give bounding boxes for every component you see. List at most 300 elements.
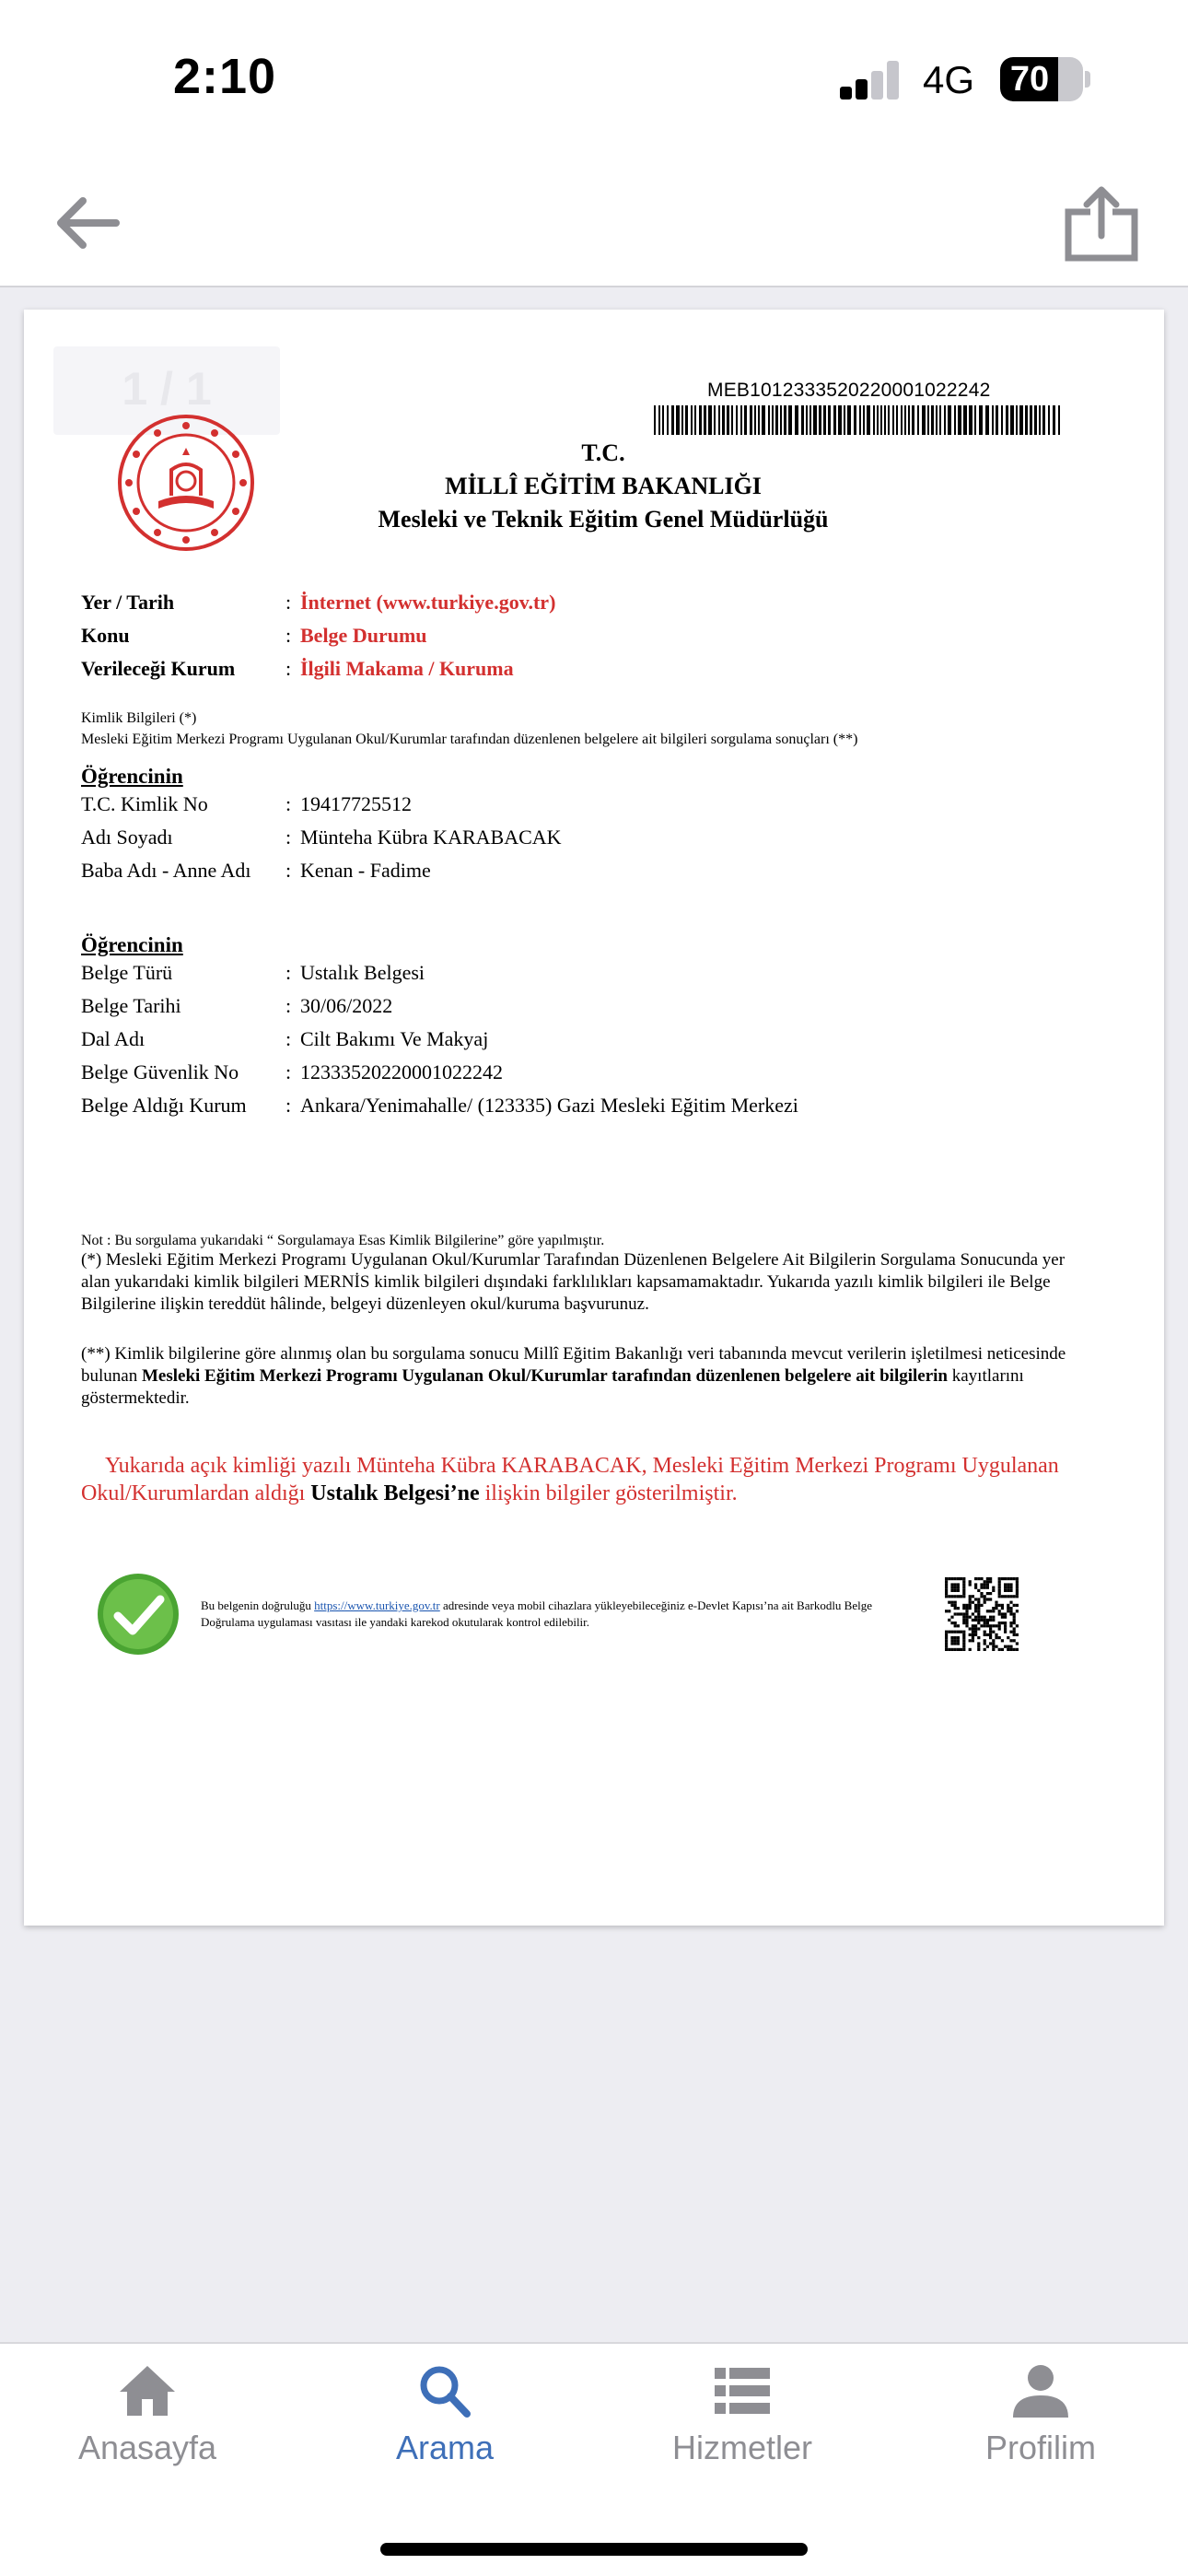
barcode-bar bbox=[1019, 405, 1023, 435]
qr-module bbox=[984, 1648, 986, 1651]
barcode-number: MEB1012333520220001022242 bbox=[707, 380, 991, 401]
qr-module bbox=[954, 1583, 957, 1586]
barcode-bar bbox=[704, 405, 706, 435]
qr-module bbox=[1004, 1645, 1007, 1648]
barcode-bar bbox=[762, 405, 765, 435]
qr-module bbox=[957, 1639, 960, 1642]
qr-module bbox=[962, 1587, 965, 1589]
qr-module bbox=[998, 1612, 1001, 1615]
barcode-bar bbox=[904, 405, 906, 435]
qr-module bbox=[1004, 1622, 1007, 1624]
qr-module bbox=[950, 1587, 953, 1589]
qr-module bbox=[1001, 1648, 1004, 1651]
qr-module bbox=[1009, 1583, 1012, 1586]
arrow-left-icon bbox=[52, 193, 122, 252]
person-icon bbox=[1011, 2362, 1070, 2419]
qr-module bbox=[1009, 1622, 1012, 1624]
qr-module bbox=[984, 1583, 986, 1586]
barcode-bar bbox=[884, 405, 886, 435]
qr-module bbox=[972, 1633, 974, 1636]
qr-module bbox=[965, 1607, 968, 1610]
barcode-bar bbox=[708, 405, 712, 435]
network-type: 4G bbox=[923, 58, 975, 101]
qr-module bbox=[995, 1601, 997, 1604]
verification-text: Bu belgenin doğruluğu https://www.turkiye.gov.tr adresinde veya mobil cihazlara yükleyebileceğiniz e-Devlet Kapısı’na ait Barkodlu Belge Doğrulama uygulaması vasıtası ile yandaki karekod okutularak kontrol edilebilir. bbox=[201, 1598, 873, 1629]
qr-module bbox=[948, 1577, 950, 1580]
barcode-bar bbox=[780, 405, 782, 435]
qr-module bbox=[948, 1595, 950, 1598]
back-button[interactable] bbox=[52, 193, 122, 252]
result-statement: Yukarıda açık kimliği yazılı Münteha Kübra KARABACAK, Mesleki Eğitim Merkezi Programı Uygulanan Okul/Kurumlardan aldığı Ustalık Belgesi’ne ilişkin bilgiler gösterilmiştir. bbox=[81, 1454, 1059, 1505]
qr-module bbox=[1001, 1616, 1004, 1619]
battery-cap bbox=[1085, 71, 1090, 88]
qr-module bbox=[984, 1631, 986, 1633]
qr-module bbox=[986, 1583, 989, 1586]
barcode-bar bbox=[917, 405, 919, 435]
qr-module bbox=[986, 1633, 989, 1636]
data-row: T.C. Kimlik No : 19417725512 bbox=[81, 792, 412, 815]
barcode-bar bbox=[788, 405, 792, 435]
qr-module bbox=[989, 1598, 992, 1600]
search-icon bbox=[415, 2362, 474, 2419]
barcode-bar bbox=[931, 405, 934, 435]
meta-value: Belge Durumu bbox=[300, 624, 427, 647]
tab-anasayfa[interactable] bbox=[37, 2362, 258, 2500]
qr-module bbox=[1013, 1627, 1016, 1630]
barcode-bar bbox=[699, 405, 702, 435]
qr-module bbox=[1007, 1577, 1009, 1580]
qr-module bbox=[977, 1645, 980, 1648]
barcode-bar bbox=[691, 405, 693, 435]
tab-arama[interactable] bbox=[334, 2362, 555, 2500]
meta-row: Konu : Belge Durumu bbox=[81, 619, 1094, 652]
qr-module bbox=[969, 1604, 972, 1607]
qr-module bbox=[980, 1604, 983, 1607]
barcode-bar bbox=[1053, 405, 1055, 435]
qr-module bbox=[945, 1642, 948, 1645]
data-row: Belge Aldığı Kurum : Ankara/Yenimahalle/ (123335) Gazi Mesleki Eğitim Merkezi bbox=[81, 1094, 798, 1117]
qr-module bbox=[960, 1577, 962, 1580]
qr-module bbox=[980, 1587, 983, 1589]
certificate-section-title: Öğrencinin bbox=[81, 933, 183, 956]
qr-module bbox=[945, 1587, 948, 1589]
qr-module bbox=[992, 1616, 995, 1619]
qr-module bbox=[954, 1601, 957, 1604]
qr-module bbox=[989, 1636, 992, 1639]
barcode-bar bbox=[813, 405, 817, 435]
share-button[interactable] bbox=[1063, 184, 1140, 263]
qr-module bbox=[998, 1604, 1001, 1607]
qr-module bbox=[1013, 1633, 1016, 1636]
qr-module bbox=[1016, 1587, 1019, 1589]
qr-module bbox=[1007, 1595, 1009, 1598]
qr-module bbox=[986, 1619, 989, 1622]
qr-module bbox=[972, 1612, 974, 1615]
qr-module bbox=[965, 1622, 968, 1624]
qr-module bbox=[1007, 1636, 1009, 1639]
data-row: Belge Türü : Ustalık Belgesi bbox=[81, 961, 425, 984]
barcode-bar bbox=[927, 405, 929, 435]
qr-module bbox=[954, 1622, 957, 1624]
qr-module bbox=[1004, 1612, 1007, 1615]
tab-hizmetler[interactable] bbox=[632, 2362, 853, 2500]
qr-module bbox=[957, 1636, 960, 1639]
status-time: 2:10 bbox=[173, 49, 277, 104]
qr-module bbox=[977, 1642, 980, 1645]
qr-module bbox=[1013, 1631, 1016, 1633]
qr-module bbox=[984, 1633, 986, 1636]
barcode-bar bbox=[1034, 405, 1037, 435]
qr-module bbox=[980, 1592, 983, 1595]
barcode-bar bbox=[801, 405, 804, 435]
qr-module bbox=[945, 1583, 948, 1586]
barcode-bar bbox=[896, 405, 898, 435]
qr-module bbox=[945, 1592, 948, 1595]
qr-module bbox=[1013, 1577, 1016, 1580]
barcode-bar bbox=[744, 405, 747, 435]
barcode-bar bbox=[768, 405, 770, 435]
qr-module bbox=[950, 1604, 953, 1607]
qr-module bbox=[1009, 1612, 1012, 1615]
barcode-bar bbox=[979, 405, 983, 435]
qr-module bbox=[986, 1592, 989, 1595]
barcode-bar bbox=[854, 405, 856, 435]
header-ministry: MİLLÎ EĞİTİM BAKANLIĞI bbox=[445, 473, 762, 499]
document-header bbox=[24, 437, 1164, 536]
qr-module bbox=[962, 1639, 965, 1642]
qr-module bbox=[957, 1624, 960, 1627]
qr-module bbox=[989, 1592, 992, 1595]
qr-module bbox=[972, 1601, 974, 1604]
qr-module bbox=[972, 1619, 974, 1622]
qr-module bbox=[1016, 1648, 1019, 1651]
qr-module bbox=[980, 1624, 983, 1627]
qr-module bbox=[1007, 1587, 1009, 1589]
qr-module bbox=[969, 1595, 972, 1598]
qr-module bbox=[986, 1598, 989, 1600]
barcode-bar bbox=[888, 405, 890, 435]
qr-module bbox=[986, 1580, 989, 1583]
qr-module bbox=[1009, 1639, 1012, 1642]
qr-module bbox=[965, 1619, 968, 1622]
qr-module bbox=[977, 1627, 980, 1630]
certificate-data bbox=[81, 956, 1094, 1122]
qr-module bbox=[980, 1619, 983, 1622]
barcode-bar bbox=[750, 405, 752, 435]
qr-module bbox=[962, 1595, 965, 1598]
data-row: Adı Soyadı : Münteha Kübra KARABACAK bbox=[81, 825, 562, 849]
qr-module bbox=[977, 1610, 980, 1612]
barcode-bar bbox=[939, 405, 941, 435]
qr-module bbox=[989, 1619, 992, 1622]
qr-module bbox=[977, 1616, 980, 1619]
barcode-bar bbox=[671, 405, 674, 435]
qr-module bbox=[989, 1633, 992, 1636]
barcode-bar bbox=[838, 405, 842, 435]
qr-module bbox=[950, 1616, 953, 1619]
qr-module bbox=[962, 1619, 965, 1622]
barcode-bar bbox=[859, 405, 861, 435]
qr-module bbox=[945, 1610, 948, 1612]
qr-module bbox=[977, 1598, 980, 1600]
qr-module bbox=[950, 1589, 953, 1592]
barcode-bar bbox=[833, 405, 836, 435]
qr-module bbox=[957, 1583, 960, 1586]
barcode-bar bbox=[718, 405, 720, 435]
qr-module bbox=[998, 1587, 1001, 1589]
qr-module bbox=[974, 1610, 977, 1612]
qr-module bbox=[984, 1642, 986, 1645]
qr-module bbox=[998, 1648, 1001, 1651]
qr-code-icon bbox=[945, 1577, 1019, 1651]
meta-label: Verileceği Kurum bbox=[81, 657, 236, 680]
qr-module bbox=[957, 1587, 960, 1589]
qr-module bbox=[950, 1583, 953, 1586]
qr-module bbox=[992, 1587, 995, 1589]
qr-module bbox=[954, 1577, 957, 1580]
qr-module bbox=[962, 1631, 965, 1633]
qr-module bbox=[974, 1631, 977, 1633]
barcode-bar bbox=[936, 405, 938, 435]
qr-module bbox=[954, 1589, 957, 1592]
qr-module bbox=[995, 1604, 997, 1607]
qr-module bbox=[992, 1639, 995, 1642]
qr-module bbox=[992, 1610, 995, 1612]
qr-module bbox=[995, 1633, 997, 1636]
qr-module bbox=[950, 1601, 953, 1604]
qr-module bbox=[1016, 1595, 1019, 1598]
barcode-bar bbox=[784, 405, 786, 435]
qr-module bbox=[965, 1610, 968, 1612]
qr-module bbox=[974, 1624, 977, 1627]
qr-module bbox=[984, 1580, 986, 1583]
qr-module bbox=[974, 1633, 977, 1636]
qr-module bbox=[992, 1648, 995, 1651]
barcode-bar bbox=[667, 405, 669, 435]
qr-module bbox=[1004, 1583, 1007, 1586]
barcode-bar bbox=[892, 405, 894, 435]
qr-module bbox=[950, 1631, 953, 1633]
barcode-bar bbox=[1030, 405, 1032, 435]
qr-module bbox=[1013, 1639, 1016, 1642]
qr-module bbox=[980, 1595, 983, 1598]
qr-module bbox=[1009, 1631, 1012, 1633]
qr-module bbox=[1007, 1648, 1009, 1651]
qr-module bbox=[977, 1622, 980, 1624]
barcode-bar bbox=[948, 405, 951, 435]
barcode-bar bbox=[974, 405, 976, 435]
list-icon bbox=[713, 2362, 772, 2419]
qr-module bbox=[945, 1595, 948, 1598]
qr-module bbox=[945, 1645, 948, 1648]
qr-module bbox=[945, 1577, 948, 1580]
qr-module bbox=[1007, 1589, 1009, 1592]
barcode-bar bbox=[736, 405, 738, 435]
cellular-signal-icon bbox=[840, 61, 901, 100]
qr-module bbox=[957, 1607, 960, 1610]
qr-module bbox=[984, 1622, 986, 1624]
qr-module bbox=[977, 1636, 980, 1639]
qr-module bbox=[992, 1624, 995, 1627]
barcode-bar bbox=[758, 405, 760, 435]
note-star: (*) Mesleki Eğitim Merkezi Programı Uygulanan Okul/Kurumlar Tarafından Düzenlenen Belgelere Ait Bilgilerin Sorgulama Sonucunda yer alan yukarıdaki kimlik bilgileri MERNİS kimlik bilgileri dışındaki farklılıkları kapsamamaktadır. Yukarıda yazılı kimlik bilgileri ile Belge Bilgilerine ilişkin tereddüt hâlinde, belgeyi düzenleyen okul/kuruma başvurunuz. bbox=[81, 1250, 1066, 1314]
qr-module bbox=[974, 1627, 977, 1630]
qr-module bbox=[965, 1612, 968, 1615]
qr-module bbox=[1001, 1595, 1004, 1598]
qr-module bbox=[1001, 1607, 1004, 1610]
barcode-bar bbox=[714, 405, 716, 435]
qr-module bbox=[960, 1595, 962, 1598]
qr-module bbox=[962, 1607, 965, 1610]
qr-module bbox=[945, 1631, 948, 1633]
qr-module bbox=[1016, 1580, 1019, 1583]
barcode-bar bbox=[828, 405, 831, 435]
qr-module bbox=[974, 1616, 977, 1619]
barcode-bar bbox=[681, 405, 683, 435]
qr-module bbox=[957, 1648, 960, 1651]
qr-module bbox=[1013, 1595, 1016, 1598]
qr-module bbox=[1001, 1612, 1004, 1615]
qr-module bbox=[969, 1648, 972, 1651]
data-row: Baba Adı - Anne Adı : Kenan - Fadime bbox=[81, 859, 431, 882]
qr-module bbox=[1009, 1589, 1012, 1592]
qr-module bbox=[986, 1610, 989, 1612]
qr-module bbox=[954, 1648, 957, 1651]
qr-module bbox=[1016, 1633, 1019, 1636]
status-bar bbox=[0, 0, 1188, 157]
qr-module bbox=[962, 1577, 965, 1580]
barcode-bar bbox=[996, 405, 998, 435]
qr-module bbox=[1007, 1607, 1009, 1610]
document-viewer[interactable] bbox=[0, 287, 1188, 2342]
qr-module bbox=[950, 1577, 953, 1580]
qr-module bbox=[945, 1589, 948, 1592]
qr-module bbox=[1004, 1577, 1007, 1580]
barcode-bar bbox=[1010, 405, 1014, 435]
qr-module bbox=[965, 1616, 968, 1619]
barcode-bar bbox=[662, 405, 664, 435]
qr-module bbox=[974, 1598, 977, 1600]
qr-module bbox=[962, 1616, 965, 1619]
qr-module bbox=[989, 1642, 992, 1645]
meta-row: Yer / Tarih : İnternet (www.turkiye.gov.tr) bbox=[81, 586, 1094, 619]
qr-module bbox=[989, 1624, 992, 1627]
qr-module bbox=[1004, 1616, 1007, 1619]
qr-module bbox=[969, 1601, 972, 1604]
barcode-bar bbox=[1006, 405, 1008, 435]
barcode-bar bbox=[954, 405, 956, 435]
qr-module bbox=[974, 1577, 977, 1580]
barcode-bar bbox=[1025, 405, 1028, 435]
qr-module bbox=[1004, 1631, 1007, 1633]
qr-module bbox=[1016, 1642, 1019, 1645]
qr-module bbox=[977, 1589, 980, 1592]
qr-module bbox=[960, 1648, 962, 1651]
data-row: Belge Güvenlik No : 12333520220001022242 bbox=[81, 1060, 503, 1083]
qr-module bbox=[1016, 1577, 1019, 1580]
qr-module bbox=[962, 1645, 965, 1648]
qr-module bbox=[989, 1627, 992, 1630]
barcode-bar bbox=[908, 405, 910, 435]
qr-module bbox=[984, 1639, 986, 1642]
qr-module bbox=[1004, 1627, 1007, 1630]
home-indicator[interactable] bbox=[380, 2543, 808, 2556]
barcode-bar bbox=[775, 405, 778, 435]
qr-module bbox=[948, 1631, 950, 1633]
qr-module bbox=[1009, 1577, 1012, 1580]
barcode-bar bbox=[1001, 405, 1003, 435]
qr-module bbox=[1009, 1645, 1012, 1648]
barcode-bar bbox=[1058, 405, 1060, 435]
barcode-bar bbox=[944, 405, 946, 435]
barcode-bar bbox=[912, 405, 914, 435]
qr-module bbox=[954, 1587, 957, 1589]
barcode-bar bbox=[1039, 405, 1041, 435]
qr-module bbox=[1013, 1612, 1016, 1615]
qr-module bbox=[962, 1648, 965, 1651]
barcode-bar bbox=[958, 405, 961, 435]
qr-module bbox=[998, 1636, 1001, 1639]
data-row: Belge Tarihi : 30/06/2022 bbox=[81, 994, 393, 1017]
qr-module bbox=[948, 1648, 950, 1651]
note-line: Not : Bu sorgulama yukarıdaki “ Sorgulamaya Esas Kimlik Bilgilerine” göre yapılmıştır. bbox=[81, 1233, 605, 1248]
header-directorate: Mesleki ve Teknik Eğitim Genel Müdürlüğü bbox=[378, 506, 829, 533]
qr-module bbox=[995, 1645, 997, 1648]
qr-module bbox=[998, 1583, 1001, 1586]
qr-module bbox=[950, 1639, 953, 1642]
qr-module bbox=[969, 1616, 972, 1619]
qr-module bbox=[995, 1636, 997, 1639]
qr-module bbox=[972, 1627, 974, 1630]
barcode-bar bbox=[985, 405, 989, 435]
qr-module bbox=[962, 1589, 965, 1592]
qr-module bbox=[957, 1631, 960, 1633]
barcode-bar bbox=[685, 405, 688, 435]
qr-module bbox=[998, 1624, 1001, 1627]
qr-module bbox=[974, 1619, 977, 1622]
qr-module bbox=[960, 1631, 962, 1633]
tab-profilim[interactable] bbox=[930, 2362, 1151, 2500]
barcode-bar bbox=[772, 405, 774, 435]
qr-module bbox=[984, 1624, 986, 1627]
qr-module bbox=[972, 1631, 974, 1633]
qr-module bbox=[984, 1598, 986, 1600]
qr-module bbox=[962, 1580, 965, 1583]
verification-link[interactable]: https://www.turkiye.gov.tr bbox=[314, 1598, 440, 1612]
qr-module bbox=[954, 1607, 957, 1610]
qr-module bbox=[986, 1577, 989, 1580]
qr-module bbox=[1001, 1622, 1004, 1624]
qr-module bbox=[998, 1589, 1001, 1592]
qr-module bbox=[977, 1607, 980, 1610]
qr-module bbox=[950, 1636, 953, 1639]
qr-module bbox=[984, 1616, 986, 1619]
qr-module bbox=[948, 1619, 950, 1622]
qr-module bbox=[995, 1607, 997, 1610]
qr-module bbox=[954, 1612, 957, 1615]
student-data bbox=[81, 788, 1094, 887]
barcode-icon bbox=[654, 405, 1063, 435]
barcode-bar bbox=[1048, 405, 1050, 435]
barcode-bar bbox=[901, 405, 903, 435]
qr-module bbox=[1004, 1595, 1007, 1598]
qr-module bbox=[998, 1627, 1001, 1630]
qr-module bbox=[957, 1612, 960, 1615]
barcode-bar bbox=[654, 405, 656, 435]
qr-module bbox=[954, 1631, 957, 1633]
barcode-bar bbox=[722, 405, 725, 435]
qr-module bbox=[1007, 1645, 1009, 1648]
